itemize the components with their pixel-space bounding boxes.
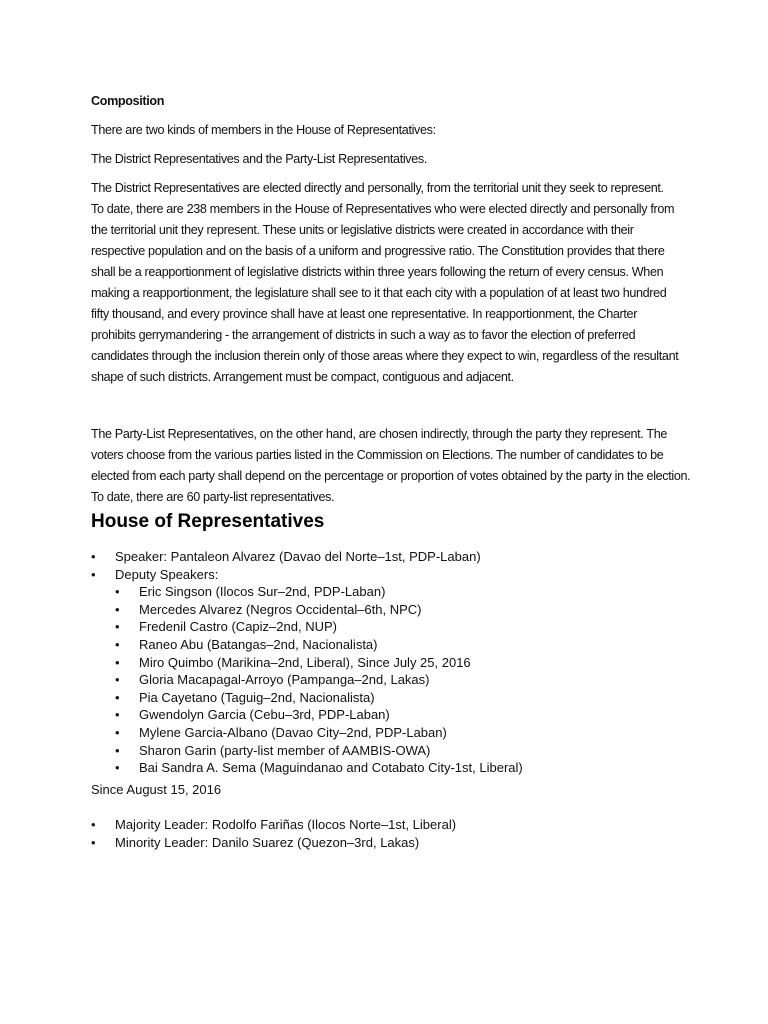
deputy-name: Pia Cayetano (Taguig–2nd, Nacionalista) xyxy=(139,689,375,705)
composition-intro: There are two kinds of members in the House of Representatives: xyxy=(91,123,436,137)
list-item-speaker xyxy=(91,548,691,566)
deputy-name: Gwendolyn Garcia (Cebu–3rd, PDP-Laban) xyxy=(139,707,390,723)
bullet-icon: • xyxy=(115,584,120,600)
bullet-icon: • xyxy=(115,742,120,758)
bullet-icon: • xyxy=(115,724,120,740)
deputy-name: Sharon Garin (party-list member of AAMBIS-OWA) xyxy=(139,742,431,758)
bullet-icon: • xyxy=(91,549,96,564)
deputy-item xyxy=(115,742,691,760)
bullet-icon: • xyxy=(115,654,120,670)
bullet-icon: • xyxy=(91,566,96,582)
deputy-item xyxy=(115,689,691,707)
leaders-list xyxy=(91,816,691,851)
bullet-icon: • xyxy=(91,834,96,850)
deputy-item xyxy=(115,706,691,724)
officers-list xyxy=(91,548,691,777)
speaker-text: Speaker: Pantaleon Alvarez (Davao del Norte–1st, PDP-Laban) xyxy=(115,549,481,564)
deputy-item xyxy=(115,654,691,672)
district-representatives-paragraph: The District Representatives are elected directly and personally, from the territorial unit they seek to represent. To date, there are 238 members in the House of Representatives who were elected directly and personally from the territorial unit they represent. These units or legislative districts were created in accordance with their respective population and on the basis of a uniform and progressive ratio. The Constitution provides that there shall be a reapportionment of legislative districts within three years following the return of every census. When making a reapportionment, the legislature shall see to it that each city with a population of at least two hundred fifty thousand, and every province shall have at least one representative. In reapportionment, the Charter prohibits gerrymandering - the arrangement of districts in such a way as to favor the election of preferred candidates through the inclusion therein only of those areas where they expect to win, regardless of the resultant shape of such districts. Arrangement must be compact, contiguous and adjacent. xyxy=(91,181,679,384)
deputy-item xyxy=(115,636,691,654)
list-item-minority-leader xyxy=(91,834,691,852)
deputy-name: Fredenil Castro (Capiz–2nd, NUP) xyxy=(139,619,337,635)
deputy-item xyxy=(115,618,691,636)
deputy-item xyxy=(115,601,691,619)
deputy-name: Miro Quimbo (Marikina–2nd, Liberal), Since July 25, 2016 xyxy=(139,654,471,670)
deputy-name: Gloria Macapagal-Arroyo (Pampanga–2nd, Lakas) xyxy=(139,672,430,688)
partylist-representatives-paragraph: The Party-List Representatives, on the other hand, are chosen indirectly, through the party they represent. The voters choose from the various parties listed in the Commission on Elections. The number of candidates to be elected from each party shall depend on the percentage or proportion of votes obtained by the party in the election. To date, there are 60 party-list representatives. xyxy=(91,427,691,504)
deputy-item xyxy=(115,671,691,689)
majority-leader-text: Majority Leader: Rodolfo Fariñas (Ilocos Norte–1st, Liberal) xyxy=(115,817,457,832)
deputy-name: Mylene Garcia-Albano (Davao City–2nd, PDP-Laban) xyxy=(139,724,447,740)
bullet-icon: • xyxy=(91,817,96,832)
deputy-name: Eric Singson (Ilocos Sur–2nd, PDP-Laban) xyxy=(139,584,386,600)
bullet-icon: • xyxy=(115,636,120,652)
deputy-speakers-label: Deputy Speakers: xyxy=(115,566,219,582)
bullet-icon: • xyxy=(115,672,120,688)
deputy-name: Raneo Abu (Batangas–2nd, Nacionalista) xyxy=(139,636,378,652)
deputy-name: Mercedes Alvarez (Negros Occidental–6th, NPC) xyxy=(139,601,422,617)
bullet-icon: • xyxy=(115,601,120,617)
deputy-item xyxy=(115,583,691,601)
bullet-icon: • xyxy=(115,619,120,635)
bullet-icon: • xyxy=(115,707,120,723)
deputy-speakers-list xyxy=(115,583,691,777)
bullet-icon: • xyxy=(115,760,120,776)
composition-heading: Composition xyxy=(91,94,165,108)
deputy-item xyxy=(115,759,691,777)
list-item-deputy-speakers xyxy=(91,566,691,777)
deputy-name: Bai Sandra A. Sema (Maguindanao and Cotabato City-1st, Liberal) xyxy=(139,760,523,776)
minority-leader-text: Minority Leader: Danilo Suarez (Quezon–3rd, Lakas) xyxy=(115,834,420,850)
deputy-item xyxy=(115,724,691,742)
list-item-majority-leader xyxy=(91,816,691,834)
house-title: House of Representatives xyxy=(91,511,325,532)
since-date-note: Since August 15, 2016 xyxy=(91,782,222,797)
representative-kinds: The District Representatives and the Party-List Representatives. xyxy=(91,152,427,166)
bullet-icon: • xyxy=(115,689,120,705)
